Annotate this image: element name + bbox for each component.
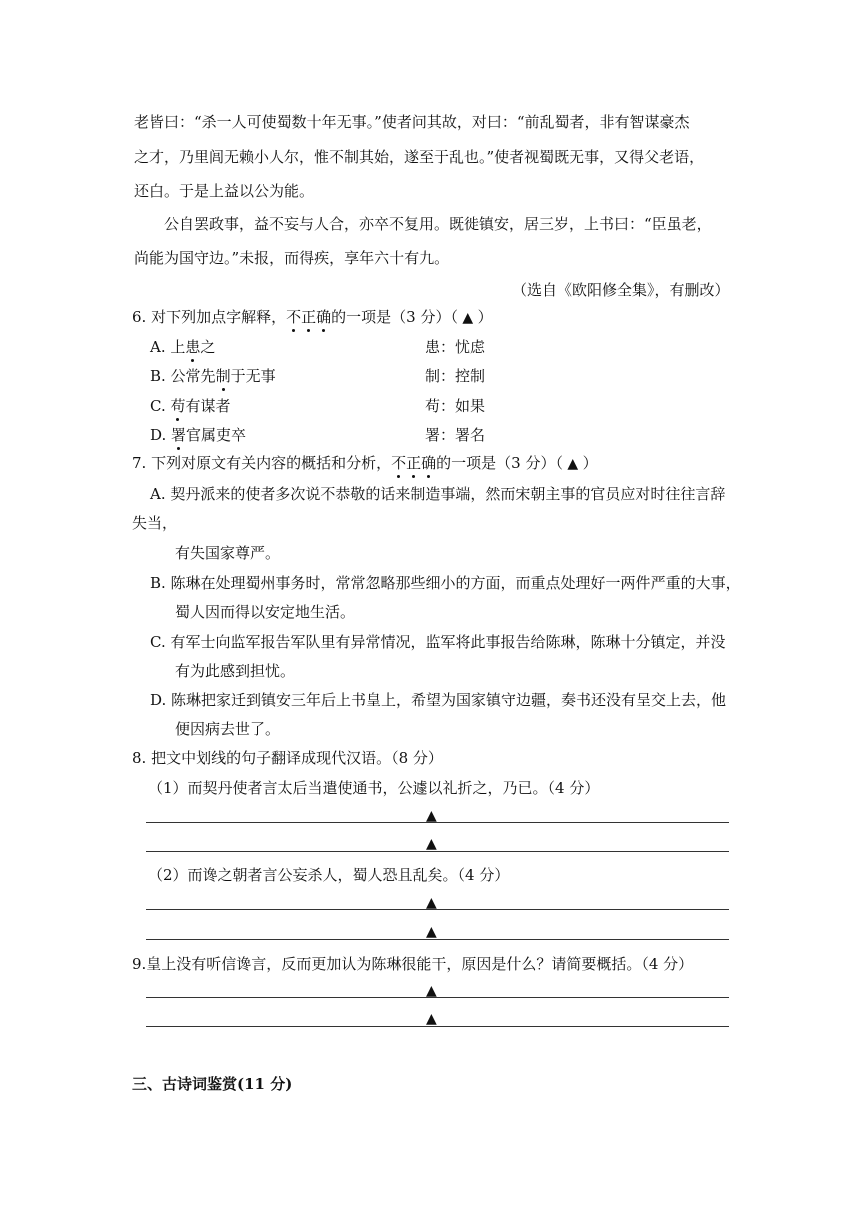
q7-option-b-line1: B. 陈琳在处理蜀州事务时，常常忽略那些细小的方面，而重点处理好一两件严重的大事，	[150, 574, 741, 592]
passage-line: 老皆曰：“杀一人可使蜀数十年无事。”使者问其故，对曰：“前乱蜀者，非有智谋豪杰	[134, 113, 690, 131]
emphasis-dot-char: 不	[286, 308, 302, 326]
question-9-stem: 9.皇上没有听信谗言，反而更加认为陈琳很能干，原因是什么？请简要概括。（4 分）	[132, 955, 694, 973]
q7-option-c-line2: 有为此感到担忧。	[175, 662, 296, 680]
answer-marker: ▲	[426, 983, 437, 999]
answer-marker: ▲	[567, 456, 579, 472]
option-c: C. 苟有谋者	[150, 397, 231, 415]
option-d-answer: 署：署名	[425, 426, 486, 444]
passage-line: 之才，乃里闾无赖小人尔，惟不制其始，遂至于乱也。”使者视蜀既无事，又得父老语，	[134, 148, 705, 166]
option-c-answer: 苟：如果	[425, 397, 486, 415]
answer-marker: ▲	[426, 1011, 437, 1027]
answer-marker: ▲	[462, 310, 474, 326]
dotted-char: 苟	[170, 397, 186, 415]
q7-option-b-line2: 蜀人因而得以安定地生活。	[175, 603, 356, 621]
q7-option-a-line3: 有失国家尊严。	[175, 544, 281, 562]
emphasis-dot-char: 确	[421, 454, 437, 472]
q7-option-d-line2: 便因病去世了。	[175, 720, 281, 738]
dotted-char: 患	[185, 338, 201, 356]
option-b: B. 公常先制于无事	[150, 367, 276, 385]
passage-line: 公自罢政事，益不妄与人合，亦卒不复用。既徙镇安，居三岁，上书曰：“臣虽老，	[164, 215, 712, 233]
emphasis-dot-char: 不	[391, 454, 407, 472]
question-8-sentence-2: （2）而谗之朝者言公妄杀人，蜀人恐且乱矣。（4 分）	[148, 866, 510, 884]
option-a-answer: 患：忧虑	[425, 338, 486, 356]
answer-line	[146, 997, 729, 998]
answer-line	[146, 822, 729, 823]
dotted-char: 署	[171, 426, 187, 444]
passage-line: 还白。于是上益以公为能。	[134, 182, 315, 200]
question-8-stem: 8. 把文中划线的句子翻译成现代汉语。（8 分）	[132, 749, 443, 767]
section-3-title: 三、古诗词鉴赏(11 分)	[132, 1075, 293, 1093]
answer-marker: ▲	[426, 808, 437, 824]
passage-line: 尚能为国守边。”未报，而得疾，享年六十有九。	[134, 249, 450, 267]
emphasis-dot-char: 正	[406, 454, 422, 472]
emphasis-dot-char: 确	[316, 308, 332, 326]
option-b-answer: 制：控制	[425, 367, 486, 385]
q7-option-c-line1: C. 有军士向监军报告军队里有异常情况，监军将此事报告给陈琳，陈琳十分镇定，并没	[150, 633, 726, 651]
question-6-stem: 6. 对下列加点字解释，不正确的一项是（3 分）（ ▲ ）	[132, 308, 493, 326]
q7-option-d-line1: D. 陈琳把家迁到镇安三年后上书皇上，希望为国家镇守边疆，奏书还没有呈交上去，他	[150, 691, 727, 709]
q7-option-a-line1: A. 契丹派来的使者多次说不恭敬的话来制造事端，然而宋朝主事的官员应对时往往言辞	[150, 485, 726, 503]
answer-line	[146, 939, 729, 940]
question-8-sentence-1: （1）而契丹使者言太后当遣使通书，公遽以礼折之，乃已。（4 分）	[148, 779, 600, 797]
answer-marker: ▲	[426, 836, 437, 852]
answer-marker: ▲	[426, 924, 437, 940]
dotted-char: 制	[215, 367, 231, 385]
answer-line	[146, 1026, 729, 1027]
emphasis-dot-char: 正	[301, 308, 317, 326]
q7-option-a-line2: 失当，	[132, 514, 178, 532]
option-a: A. 上患之	[150, 338, 216, 356]
question-7-stem: 7. 下列对原文有关内容的概括和分析，不正确的一项是（3 分）（ ▲ ）	[132, 454, 598, 472]
answer-line	[146, 851, 729, 852]
option-d: D. 署官属吏卒	[150, 426, 247, 444]
passage-source: （选自《欧阳修全集》，有删改）	[512, 281, 730, 299]
answer-line	[146, 909, 729, 910]
answer-marker: ▲	[426, 895, 437, 911]
